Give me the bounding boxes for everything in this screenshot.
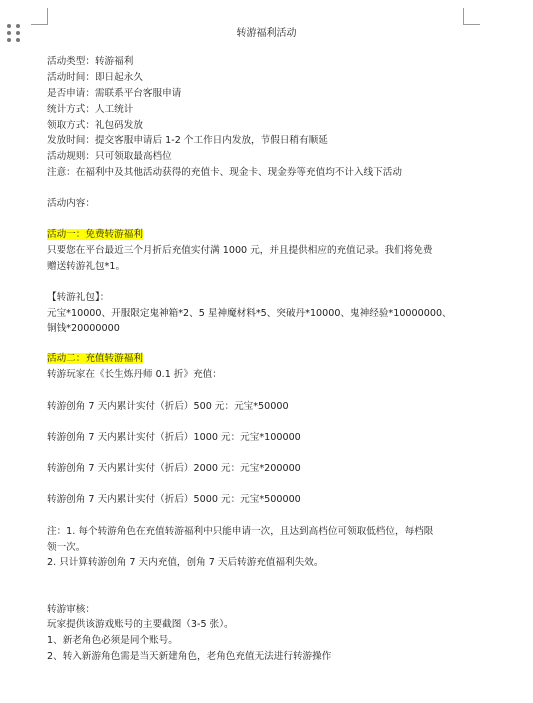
review-line2: 1、新老角色必须是同个账号。 xyxy=(47,635,178,646)
page-corner-mark-top-right xyxy=(463,8,480,25)
recharge-tier-1000: 转游创角 7 天内累计实付（折后）1000 元：元宝*100000 xyxy=(47,432,301,443)
gift-pack-line2: 铜钱*20000000 xyxy=(47,323,120,334)
activity1-desc-line1: 只要您在平台最近三个月折后充值实付满 1000 元，并且提供相应的充值记录。我们将免费 xyxy=(47,245,433,256)
review-heading: 转游审核： xyxy=(47,604,95,615)
activity2-heading xyxy=(47,353,143,365)
info-claim-method: 领取方式：礼包码发放 xyxy=(47,120,143,131)
recharge-tier-5000: 转游创角 7 天内累计实付（折后）5000 元：元宝*500000 xyxy=(47,494,301,505)
review-line3: 2、转入新游角色需是当天新建角色，老角色充值无法进行转游操作 xyxy=(47,651,332,662)
activity2-intro: 转游玩家在《长生炼丹师 0.1 折》充值： xyxy=(47,369,222,380)
gift-pack-line1: 元宝*10000、开服限定鬼神箱*2、5 星神魔材料*5、突破丹*10000、鬼神经验*10000000、 xyxy=(47,308,452,319)
content-heading: 活动内容： xyxy=(47,198,95,209)
review-line1: 玩家提供该游戏账号的主要截图（3-5 张）。 xyxy=(47,619,234,630)
activity2-note-line3: 2. 只计算转游创角 7 天内充值，创角 7 天后转游充值福利失效。 xyxy=(47,557,324,568)
info-activity-time: 活动时间：即日起永久 xyxy=(47,72,143,83)
info-rules: 活动规则：只可领取最高档位 xyxy=(47,151,172,162)
activity2-heading-highlight: 活动二：充值转游福利 xyxy=(47,353,143,364)
recharge-tier-2000: 转游创角 7 天内累计实付（折后）2000 元：元宝*200000 xyxy=(47,463,301,474)
page-corner-mark-top-left xyxy=(31,8,48,25)
info-apply-required: 是否申请：需联系平台客服申请 xyxy=(47,88,182,99)
gift-pack-heading: 【转游礼包】： xyxy=(47,292,110,303)
info-issue-time: 发放时间：提交客服申请后 1-2 个工作日内发放，节假日稍有顺延 xyxy=(47,135,328,146)
recharge-tier-500: 转游创角 7 天内累计实付（折后）500 元：元宝*50000 xyxy=(47,401,289,412)
activity2-note-line1: 注：1. 每个转游角色在充值转游福利中只能申请一次，且达到高档位可领取低档位，每档限 xyxy=(47,526,434,537)
info-activity-type: 活动类型：转游福利 xyxy=(47,56,134,67)
document-title: 转游福利活动 xyxy=(236,28,297,39)
activity1-heading xyxy=(47,229,143,241)
info-notice: 注意：在福利中及其他活动获得的充值卡、现金卡、现金券等充值均不计入线下活动 xyxy=(47,167,402,178)
activity1-desc-line2: 赠送转游礼包*1。 xyxy=(47,261,126,272)
activity1-heading-highlight: 活动一：免费转游福利 xyxy=(47,229,143,240)
info-stat-method: 统计方式：人工统计 xyxy=(47,104,134,115)
activity2-note-line2: 领一次。 xyxy=(47,542,86,553)
